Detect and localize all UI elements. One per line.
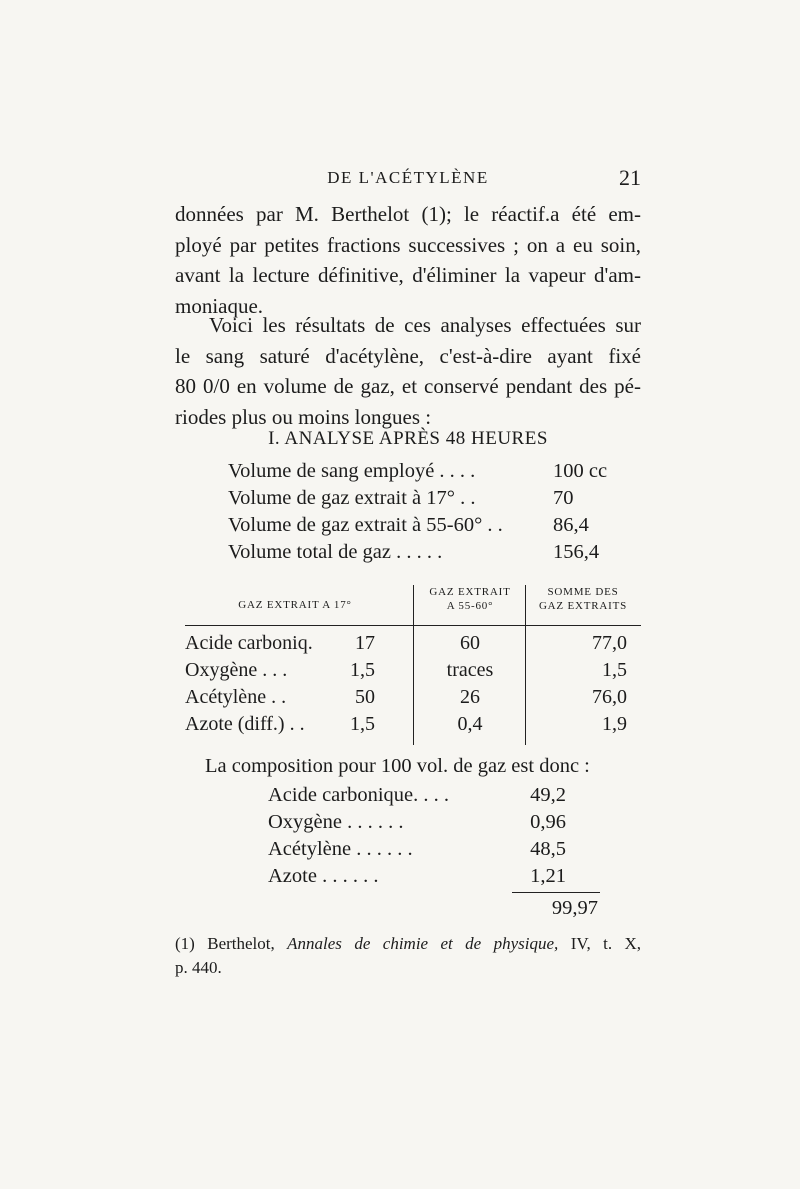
gas-sum: 76,0 — [592, 686, 627, 708]
footnote-marker: (1) — [175, 934, 195, 953]
paragraph-line: 80 0/0 en volume de gaz, et conservé pendant des pé- — [175, 374, 641, 398]
composition-intro: La composition pour 100 vol. de gaz est donc : — [205, 755, 590, 777]
table-header-line: GAZ EXTRAITS — [538, 600, 628, 612]
composition-label: Acétylène . . . . . . — [268, 838, 413, 860]
footnote-author: Berthelot, — [207, 934, 275, 953]
gas-at-55-60: traces — [446, 659, 494, 681]
volume-row — [228, 458, 618, 485]
paragraph-results — [175, 310, 641, 432]
paragraph-line: ployé par petites fractions successives ; on a eu soin, — [175, 232, 641, 257]
volume-value: 70 — [553, 487, 574, 509]
table-row — [185, 711, 641, 737]
volume-value: 156,4 — [553, 541, 600, 563]
footnote — [175, 932, 641, 980]
volume-label: Volume de gaz extrait à 55-60° . . — [228, 514, 503, 536]
gas-name: Azote (diff.) . . — [185, 713, 305, 735]
footnote-work: Annales de chimie et de physique, — [287, 934, 559, 953]
paragraph-line: riodes plus ou moins longues : — [175, 404, 432, 429]
running-title: DE L'ACÉTYLÈNE — [327, 168, 489, 187]
volume-row — [228, 485, 618, 512]
table-header-17: GAZ EXTRAIT A 17° — [238, 599, 352, 611]
gas-at-55-60: 26 — [460, 686, 480, 708]
volume-list — [228, 458, 618, 566]
page-number: 21 — [619, 165, 641, 190]
volume-value: 86,4 — [553, 514, 589, 536]
composition-row — [268, 809, 608, 836]
table-header-line: SOMME DES — [547, 586, 619, 598]
gas-at-17: 17 — [355, 632, 375, 654]
paragraph-line: moniaque. — [175, 293, 264, 318]
gas-at-17: 1,5 — [350, 659, 375, 681]
footnote-line — [175, 932, 641, 956]
paragraph-line: données par M. Berthelot (1); le réactif.a été em- — [175, 202, 641, 226]
paragraph-line: avant la lecture définitive, d'éliminer la vapeur d'am- — [175, 263, 641, 287]
gas-sum: 1,5 — [602, 659, 627, 681]
table-row — [185, 684, 641, 710]
composition-row — [268, 863, 608, 890]
volume-row — [228, 539, 618, 566]
table-row — [185, 657, 641, 683]
section-heading: I. ANALYSE APRÈS 48 HEURES — [268, 428, 548, 449]
paragraph-reagent — [175, 199, 641, 321]
composition-value: 0,96 — [530, 811, 566, 833]
gas-name: Acétylène . . — [185, 686, 287, 708]
composition-label: Azote . . . . . . — [268, 865, 379, 887]
gas-name: Acide carboniq. — [185, 632, 313, 654]
paragraph-line: Voici les résultats de ces analyses effectuées sur — [209, 313, 641, 337]
gas-name: Oxygène . . . — [185, 659, 288, 681]
composition-value: 48,5 — [530, 838, 566, 860]
volume-row — [228, 512, 618, 539]
table-header-line: GAZ EXTRAIT — [429, 586, 511, 598]
table-header-sum — [525, 585, 641, 613]
gas-at-17: 50 — [355, 686, 375, 708]
footnote-volume: IV, t. X, — [570, 934, 642, 953]
composition-row — [268, 836, 608, 863]
volume-label: Volume de sang employé . . . . — [228, 460, 476, 482]
table-header-55-60 — [415, 585, 525, 613]
gas-at-55-60: 60 — [460, 632, 480, 654]
volume-label: Volume total de gaz . . . . . — [228, 541, 443, 563]
table-header-line: A 55-60° — [446, 600, 494, 612]
paragraph-line: le sang saturé d'acétylène, c'est-à-dire ayant fixé — [175, 343, 641, 368]
gas-sum: 77,0 — [592, 632, 627, 654]
composition-list — [268, 782, 608, 890]
volume-label: Volume de gaz extrait à 17° . . — [228, 487, 476, 509]
table-row — [185, 630, 641, 656]
sum-rule — [512, 892, 600, 893]
gas-sum: 1,9 — [602, 713, 627, 735]
composition-total: 99,97 — [551, 897, 598, 919]
composition-value: 49,2 — [530, 784, 566, 806]
composition-row — [268, 782, 608, 809]
running-head — [175, 165, 641, 194]
composition-label: Oxygène . . . . . . — [268, 811, 404, 833]
gas-table — [185, 585, 641, 745]
footnote-page: p. 440. — [175, 958, 222, 977]
gas-at-17: 1,5 — [350, 713, 375, 735]
volume-value: 100 cc — [553, 460, 608, 482]
composition-value: 1,21 — [530, 865, 566, 887]
composition-label: Acide carbonique. . . . — [268, 784, 450, 806]
gas-at-55-60: 0,4 — [457, 713, 483, 735]
